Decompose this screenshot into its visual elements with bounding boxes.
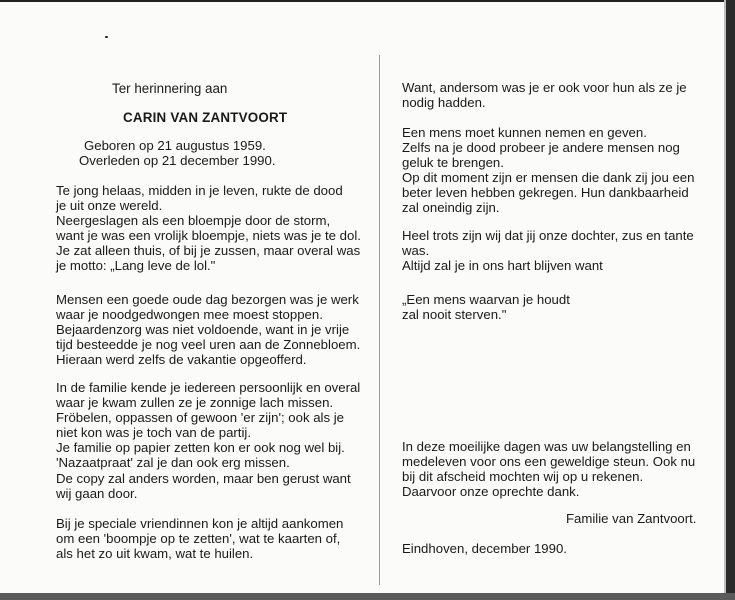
text-line: beter leven hebben gekregen. Hun dankbaarheid	[402, 185, 689, 201]
text-line: Neergeslagen als een bloempje door de storm,	[56, 213, 331, 229]
scan-edge-top	[0, 0, 735, 2]
text-line: „Een mens waarvan je houdt	[402, 292, 570, 307]
left-paragraph-3	[56, 380, 376, 501]
text-line: wij gaan door.	[56, 485, 138, 501]
text-line: In deze moeilijke dagen was uw belangstelling en	[402, 439, 691, 454]
text-line: nodig hadden.	[402, 95, 486, 111]
text-line: Fröbelen, oppassen of gewoon 'er zijn'; ook als je	[56, 410, 345, 426]
right-paragraph-1	[402, 80, 714, 110]
text-line: want je was een vrolijk bloempje, niets was je te dol.	[56, 228, 361, 244]
text-line: Daarvoor onze oprechte dank.	[402, 484, 580, 500]
text-line: zal nooit sterven."	[402, 307, 507, 323]
text-line: was.	[402, 243, 430, 259]
text-line: tijd besteedde je nog veel uren aan de Zonnebloem.	[56, 337, 361, 353]
text-line: Zelfs na je dood probeer je andere mensen nog	[402, 140, 680, 156]
text-line: Heel trots zijn wij dat jij onze dochter, zus en tante	[402, 228, 694, 243]
text-line: geluk te brengen.	[402, 155, 504, 171]
text-line: Bejaardenzorg was niet voldoende, want in je vrije	[56, 322, 350, 338]
text-line: je uit onze wereld.	[56, 198, 163, 214]
text-line: bij dit afscheid mochten wij op u rekenen.	[402, 469, 644, 485]
text-line: In de familie kende je iedereen persoonlijk en overal	[56, 380, 361, 395]
place-and-date: Eindhoven, december 1990.	[402, 541, 567, 556]
text-line: je motto: „Lang leve de lol."	[56, 258, 216, 274]
text-line: Bij je speciale vriendinnen kon je altijd aankomen	[56, 516, 344, 531]
birth-date-line: Geboren op 21 augustus 1959.	[84, 138, 266, 153]
left-paragraph-2	[56, 292, 376, 367]
deceased-name: CARIN VAN ZANTVOORT	[123, 110, 288, 125]
text-line: Te jong helaas, midden in je leven, rukte de dood	[56, 183, 343, 198]
text-line: Je familie op papier zetten kon er ook nog wel bij.	[56, 440, 345, 456]
text-line: Altijd zal je in ons hart blijven want	[402, 258, 603, 274]
center-fold-line	[379, 55, 380, 585]
in-memory-heading: Ter herinnering aan	[112, 81, 228, 96]
text-line: niet kon was je toch van de partij.	[56, 425, 251, 441]
text-line: 'Nazaatpraat' zal je dan ook erg missen.	[56, 455, 290, 471]
text-line: medeleven voor ons een geweldige steun. Ook nu	[402, 454, 696, 470]
text-line: Mensen een goede oude dag bezorgen was je werk	[56, 292, 359, 307]
scan-edge-right	[726, 0, 735, 600]
death-date-line: Overleden op 21 december 1990.	[79, 153, 276, 168]
family-signature: Familie van Zantvoort.	[566, 511, 697, 526]
left-paragraph-1	[56, 183, 376, 274]
text-line: Je zat alleen thuis, of bij je zussen, maar overal was	[56, 243, 361, 259]
right-paragraph-2	[402, 125, 714, 216]
scan-edge-bottom	[0, 593, 735, 600]
scan-speck	[105, 36, 108, 38]
right-quote	[402, 292, 714, 322]
text-line: waar je kwam zullen ze je zonnige lach missen.	[56, 395, 334, 411]
text-line: Een mens moet kunnen nemen en geven.	[402, 125, 647, 140]
text-line: Want, andersom was je er ook voor hun als ze je	[402, 80, 687, 95]
text-line: Op dit moment zijn er mensen die dank zij jou een	[402, 170, 695, 186]
left-paragraph-4	[56, 516, 376, 561]
right-paragraph-thanks	[402, 439, 714, 499]
text-line: De copy zal anders worden, maar ben gerust want	[56, 470, 351, 486]
text-line: om een 'boompje op te zetten', wat te kaarten of,	[56, 531, 341, 547]
text-line: als het zo uit kwam, wat te huilen.	[56, 546, 254, 562]
text-line: waar je noodgedwongen mee moest stoppen.	[56, 307, 323, 323]
right-paragraph-3	[402, 228, 714, 273]
text-line: Hieraan werd zelfs de vakantie opgeofferd.	[56, 352, 307, 368]
text-line: zal oneindig zijn.	[402, 200, 500, 216]
